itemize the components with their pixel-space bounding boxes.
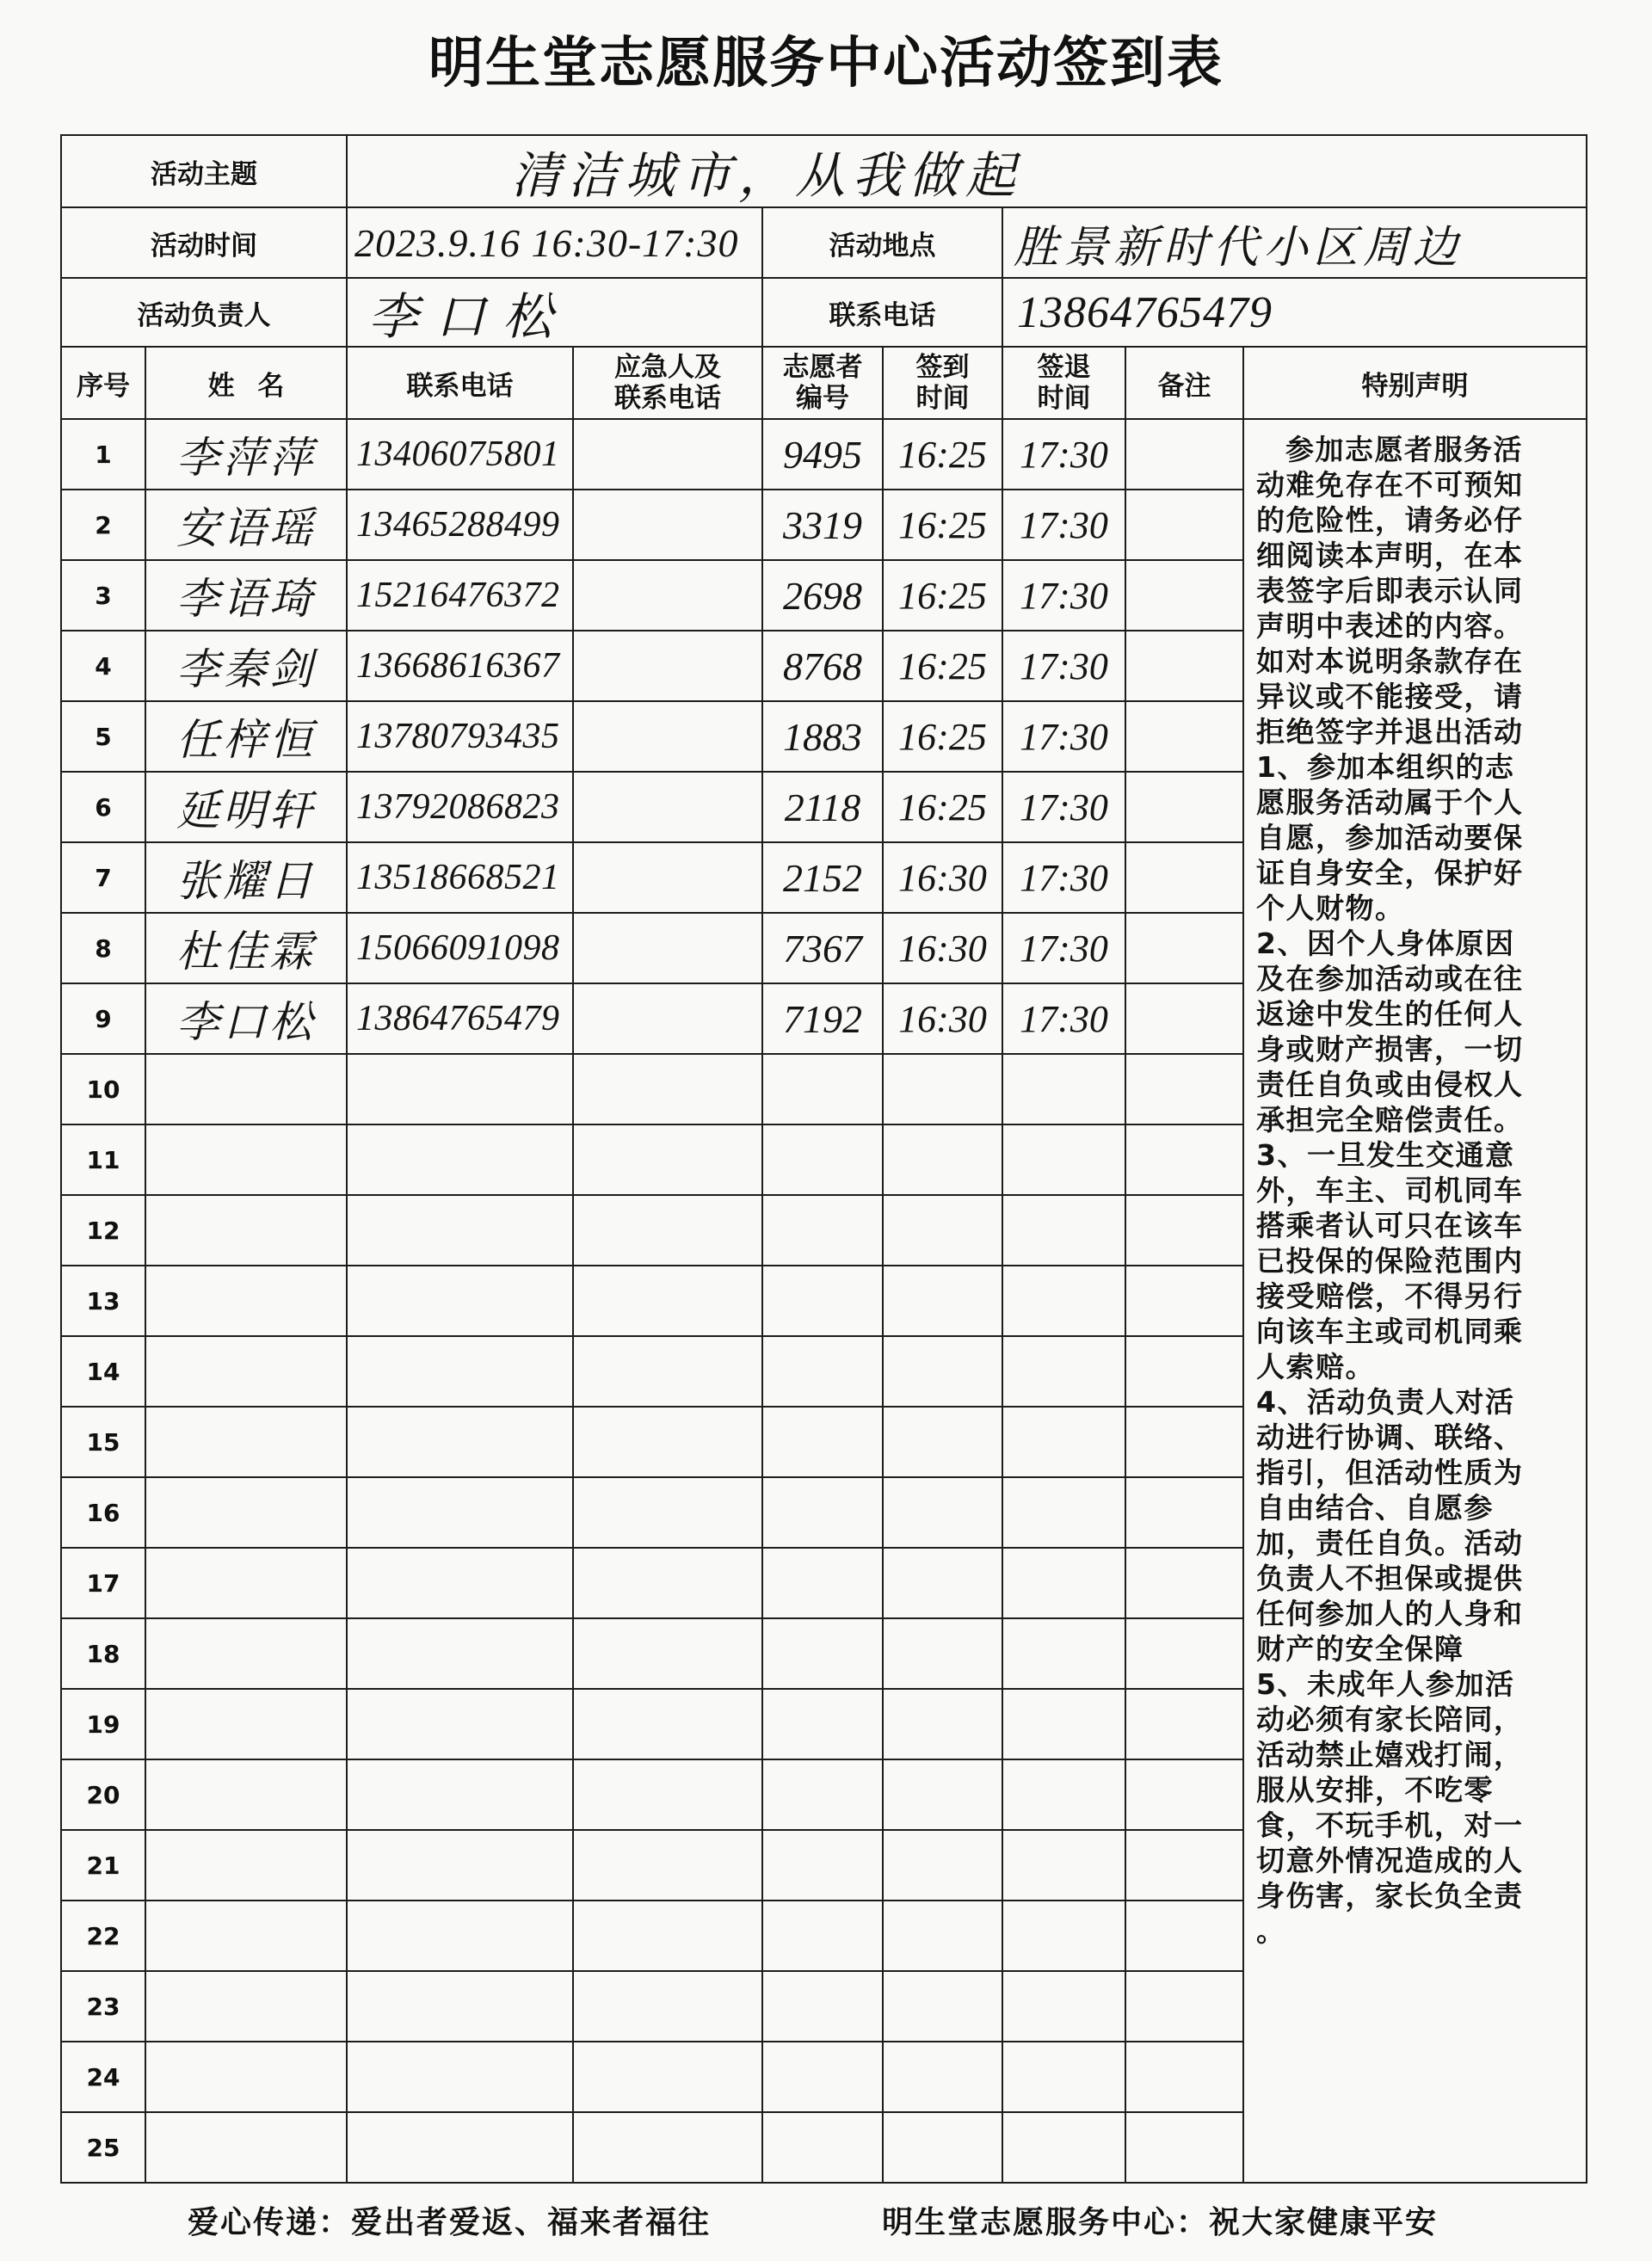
row-7-name-cell: 张耀日: [146, 843, 348, 914]
row-14-remark-cell: [1126, 1337, 1244, 1408]
row-20-seq-cell: 20: [62, 1760, 146, 1831]
col-header-statement: 特别声明: [1244, 348, 1587, 420]
row-19-emergency-contact-cell: [574, 1690, 763, 1760]
statement-line: 个人财物。: [1256, 891, 1405, 925]
row-24-remark-cell: [1126, 2042, 1244, 2113]
row-10-phone-cell: [348, 1055, 574, 1125]
row-13-sign-in-time-cell: [884, 1266, 1003, 1337]
statement-line: 的危险性，请务必仔: [1256, 503, 1524, 537]
row-18-sign-out-time-cell: [1003, 1619, 1126, 1690]
row-21-name-cell: [146, 1831, 348, 1901]
row-24-seq-cell: 24: [62, 2042, 146, 2113]
row-8-emergency-contact-cell: [574, 914, 763, 984]
col-header-sign-out-line2: 时间: [1037, 383, 1091, 414]
row-4-sign-in-time-cell: 16:25: [884, 631, 1003, 702]
statement-line: 财产的安全保障: [1256, 1632, 1464, 1666]
row-5-seq-cell: 5: [62, 702, 146, 773]
row-8-name-cell: 杜佳霖: [146, 914, 348, 984]
special-statement: [1244, 420, 1587, 2184]
row-17-name-cell: [146, 1549, 348, 1619]
row-15-volunteer-number-cell: [763, 1408, 884, 1478]
col-header-name: 姓 名: [146, 348, 348, 420]
row-8-volunteer-number-cell: 7367: [763, 914, 884, 984]
statement-line: 表签字后即表示认同: [1256, 574, 1524, 607]
row-20-phone-cell: [348, 1760, 574, 1831]
row-9-phone-cell: 13864765479: [348, 984, 574, 1055]
row-24-phone-cell: [348, 2042, 574, 2113]
row-23-phone-cell: [348, 1972, 574, 2042]
statement-line: 身或财产损害，一切: [1256, 1032, 1524, 1066]
row-8-seq-cell: 8: [62, 914, 146, 984]
row-8-sign-in-time-cell: 16:30: [884, 914, 1003, 984]
row-25-emergency-contact-cell: [574, 2113, 763, 2184]
row-12-phone-cell: [348, 1196, 574, 1266]
row-15-name-cell: [146, 1408, 348, 1478]
row-11-sign-out-time-cell: [1003, 1125, 1126, 1196]
row-23-sign-in-time-cell: [884, 1972, 1003, 2042]
row-15-remark-cell: [1126, 1408, 1244, 1478]
row-20-remark-cell: [1126, 1760, 1244, 1831]
row-9-sign-out-time-cell: 17:30: [1003, 984, 1126, 1055]
row-15-emergency-contact-cell: [574, 1408, 763, 1478]
row-6-seq-cell: 6: [62, 773, 146, 843]
row-18-name-cell: [146, 1619, 348, 1690]
time-label: 活动时间: [62, 208, 348, 279]
row-10-emergency-contact-cell: [574, 1055, 763, 1125]
col-header-sign-out-time: [1003, 348, 1126, 420]
row-11-remark-cell: [1126, 1125, 1244, 1196]
row-3-sign-out-time-cell: 17:30: [1003, 561, 1126, 631]
row-17-seq-cell: 17: [62, 1549, 146, 1619]
row-23-volunteer-number-cell: [763, 1972, 884, 2042]
col-header-vol-line1: 志愿者: [782, 352, 863, 383]
row-6-name-cell: 延明轩: [146, 773, 348, 843]
row-2-volunteer-number-cell: 3319: [763, 490, 884, 561]
row-9-volunteer-number-cell: 7192: [763, 984, 884, 1055]
row-18-emergency-contact-cell: [574, 1619, 763, 1690]
footer-slogan-right: 明生堂志愿服务中心：祝大家健康平安: [882, 2205, 1439, 2240]
row-9-sign-in-time-cell: 16:30: [884, 984, 1003, 1055]
row-11-phone-cell: [348, 1125, 574, 1196]
leader-phone-value: 13864765479: [1003, 279, 1587, 348]
row-12-volunteer-number-cell: [763, 1196, 884, 1266]
row-5-sign-out-time-cell: 17:30: [1003, 702, 1126, 773]
row-5-name-cell: 任梓恒: [146, 702, 348, 773]
row-19-sign-in-time-cell: [884, 1690, 1003, 1760]
statement-line: 承担完全赔偿责任。: [1256, 1103, 1524, 1137]
statement-line: 拒绝签字并退出活动: [1256, 715, 1524, 749]
row-15-sign-in-time-cell: [884, 1408, 1003, 1478]
statement-line: 已投保的保险范围内: [1256, 1244, 1524, 1278]
row-13-emergency-contact-cell: [574, 1266, 763, 1337]
statement-line: 指引，但活动性质为: [1256, 1456, 1524, 1489]
row-25-name-cell: [146, 2113, 348, 2184]
row-7-emergency-contact-cell: [574, 843, 763, 914]
theme-label: 活动主题: [62, 136, 348, 208]
row-14-emergency-contact-cell: [574, 1337, 763, 1408]
statement-line: 自由结合、自愿参: [1256, 1491, 1494, 1525]
row-11-emergency-contact-cell: [574, 1125, 763, 1196]
col-header-volunteer-number: [763, 348, 884, 420]
row-14-sign-out-time-cell: [1003, 1337, 1126, 1408]
statement-line: 。: [1256, 1914, 1286, 1948]
statement-line: 参加志愿者服务活: [1285, 433, 1523, 466]
statement-line: 动难免存在不可预知: [1256, 468, 1524, 502]
row-20-sign-out-time-cell: [1003, 1760, 1126, 1831]
row-1-emergency-contact-cell: [574, 420, 763, 490]
statement-line: 及在参加活动或在往: [1256, 962, 1524, 995]
row-17-phone-cell: [348, 1549, 574, 1619]
col-header-emergency-line2: 联系电话: [614, 383, 721, 414]
statement-line: 任何参加人的人身和: [1256, 1597, 1524, 1630]
row-18-remark-cell: [1126, 1619, 1244, 1690]
statement-line: 5、未成年人参加活: [1256, 1667, 1515, 1701]
row-15-phone-cell: [348, 1408, 574, 1478]
row-22-name-cell: [146, 1901, 348, 1972]
row-8-remark-cell: [1126, 914, 1244, 984]
row-24-name-cell: [146, 2042, 348, 2113]
row-6-sign-in-time-cell: 16:25: [884, 773, 1003, 843]
statement-line: 动必须有家长陪同，: [1256, 1703, 1524, 1736]
row-12-remark-cell: [1126, 1196, 1244, 1266]
statement-line: 负责人不担保或提供: [1256, 1562, 1524, 1595]
row-17-emergency-contact-cell: [574, 1549, 763, 1619]
row-25-volunteer-number-cell: [763, 2113, 884, 2184]
row-21-volunteer-number-cell: [763, 1831, 884, 1901]
statement-line: 人索赔。: [1256, 1350, 1375, 1383]
row-3-emergency-contact-cell: [574, 561, 763, 631]
row-23-seq-cell: 23: [62, 1972, 146, 2042]
row-22-emergency-contact-cell: [574, 1901, 763, 1972]
statement-line: 责任自负或由侵权人: [1256, 1068, 1524, 1101]
row-5-phone-cell: 13780793435: [348, 702, 574, 773]
col-header-seq: 序号: [62, 348, 146, 420]
col-header-emergency-line1: 应急人及: [614, 352, 721, 383]
row-2-remark-cell: [1126, 490, 1244, 561]
row-7-sign-out-time-cell: 17:30: [1003, 843, 1126, 914]
row-7-remark-cell: [1126, 843, 1244, 914]
row-2-phone-cell: 13465288499: [348, 490, 574, 561]
row-16-volunteer-number-cell: [763, 1478, 884, 1549]
row-11-name-cell: [146, 1125, 348, 1196]
row-23-name-cell: [146, 1972, 348, 2042]
row-23-sign-out-time-cell: [1003, 1972, 1126, 2042]
row-10-sign-in-time-cell: [884, 1055, 1003, 1125]
col-header-phone: 联系电话: [348, 348, 574, 420]
row-6-remark-cell: [1126, 773, 1244, 843]
row-24-sign-in-time-cell: [884, 2042, 1003, 2113]
row-3-phone-cell: 15216476372: [348, 561, 574, 631]
col-header-remark: 备注: [1126, 348, 1244, 420]
statement-line: 1、参加本组织的志: [1256, 750, 1515, 784]
row-9-emergency-contact-cell: [574, 984, 763, 1055]
row-12-sign-out-time-cell: [1003, 1196, 1126, 1266]
row-18-volunteer-number-cell: [763, 1619, 884, 1690]
col-header-sign-in-time: [884, 348, 1003, 420]
row-8-sign-out-time-cell: 17:30: [1003, 914, 1126, 984]
statement-line: 细阅读本声明，在本: [1256, 539, 1524, 572]
row-3-name-cell: 李语琦: [146, 561, 348, 631]
row-19-seq-cell: 19: [62, 1690, 146, 1760]
row-5-remark-cell: [1126, 702, 1244, 773]
row-14-volunteer-number-cell: [763, 1337, 884, 1408]
row-10-name-cell: [146, 1055, 348, 1125]
row-24-sign-out-time-cell: [1003, 2042, 1126, 2113]
row-22-phone-cell: [348, 1901, 574, 1972]
row-16-phone-cell: [348, 1478, 574, 1549]
row-9-remark-cell: [1126, 984, 1244, 1055]
row-22-sign-in-time-cell: [884, 1901, 1003, 1972]
row-24-volunteer-number-cell: [763, 2042, 884, 2113]
row-4-sign-out-time-cell: 17:30: [1003, 631, 1126, 702]
row-1-seq-cell: 1: [62, 420, 146, 490]
row-25-phone-cell: [348, 2113, 574, 2184]
row-11-volunteer-number-cell: [763, 1125, 884, 1196]
row-2-name-cell: 安语瑶: [146, 490, 348, 561]
statement-line: 3、一旦发生交通意: [1256, 1138, 1515, 1172]
row-14-name-cell: [146, 1337, 348, 1408]
statement-line: 接受赔偿，不得另行: [1256, 1279, 1524, 1313]
row-7-phone-cell: 13518668521: [348, 843, 574, 914]
row-21-sign-out-time-cell: [1003, 1831, 1126, 1901]
row-13-sign-out-time-cell: [1003, 1266, 1126, 1337]
row-10-seq-cell: 10: [62, 1055, 146, 1125]
statement-line: 加，责任自负。活动: [1256, 1526, 1524, 1560]
row-18-seq-cell: 18: [62, 1619, 146, 1690]
statement-line: 证自身安全，保护好: [1256, 856, 1524, 890]
theme-value: 清洁城市，从我做起: [348, 136, 1587, 208]
col-header-sign-out-line1: 签退: [1037, 352, 1091, 383]
row-10-volunteer-number-cell: [763, 1055, 884, 1125]
row-14-seq-cell: 14: [62, 1337, 146, 1408]
row-19-volunteer-number-cell: [763, 1690, 884, 1760]
row-5-volunteer-number-cell: 1883: [763, 702, 884, 773]
row-11-seq-cell: 11: [62, 1125, 146, 1196]
row-3-seq-cell: 3: [62, 561, 146, 631]
row-21-phone-cell: [348, 1831, 574, 1901]
row-1-name-cell: 李萍萍: [146, 420, 348, 490]
statement-line: 如对本说明条款存在: [1256, 644, 1524, 678]
time-value: 2023.9.16 16:30-17:30: [348, 208, 763, 279]
row-3-sign-in-time-cell: 16:25: [884, 561, 1003, 631]
row-17-volunteer-number-cell: [763, 1549, 884, 1619]
statement-line: 身伤害，家长负全责: [1256, 1879, 1524, 1913]
row-4-name-cell: 李秦剑: [146, 631, 348, 702]
row-7-sign-in-time-cell: 16:30: [884, 843, 1003, 914]
statement-line: 异议或不能接受，请: [1256, 680, 1524, 713]
row-25-seq-cell: 25: [62, 2113, 146, 2184]
row-22-volunteer-number-cell: [763, 1901, 884, 1972]
row-11-sign-in-time-cell: [884, 1125, 1003, 1196]
row-20-emergency-contact-cell: [574, 1760, 763, 1831]
statement-line: 活动禁止嬉戏打闹，: [1256, 1738, 1524, 1771]
col-header-vol-line2: 编号: [796, 383, 849, 414]
row-6-volunteer-number-cell: 2118: [763, 773, 884, 843]
row-16-remark-cell: [1126, 1478, 1244, 1549]
row-24-emergency-contact-cell: [574, 2042, 763, 2113]
row-19-phone-cell: [348, 1690, 574, 1760]
row-6-sign-out-time-cell: 17:30: [1003, 773, 1126, 843]
statement-line: 2、因个人身体原因: [1256, 927, 1515, 960]
statement-line: 外，车主、司机同车: [1256, 1174, 1524, 1207]
row-7-volunteer-number-cell: 2152: [763, 843, 884, 914]
statement-line: 向该车主或司机同乘: [1256, 1315, 1524, 1348]
row-3-volunteer-number-cell: 2698: [763, 561, 884, 631]
row-13-remark-cell: [1126, 1266, 1244, 1337]
row-25-remark-cell: [1126, 2113, 1244, 2184]
statement-line: 4、活动负责人对活: [1256, 1385, 1515, 1419]
row-16-seq-cell: 16: [62, 1478, 146, 1549]
row-2-emergency-contact-cell: [574, 490, 763, 561]
sign-in-table: [60, 134, 1587, 2184]
row-22-seq-cell: 22: [62, 1901, 146, 1972]
row-15-sign-out-time-cell: [1003, 1408, 1126, 1478]
row-19-name-cell: [146, 1690, 348, 1760]
row-10-remark-cell: [1126, 1055, 1244, 1125]
row-5-emergency-contact-cell: [574, 702, 763, 773]
row-23-emergency-contact-cell: [574, 1972, 763, 2042]
row-13-volunteer-number-cell: [763, 1266, 884, 1337]
row-2-sign-out-time-cell: 17:30: [1003, 490, 1126, 561]
row-12-name-cell: [146, 1196, 348, 1266]
row-10-sign-out-time-cell: [1003, 1055, 1126, 1125]
col-header-sign-in-line1: 签到: [915, 352, 970, 383]
row-15-seq-cell: 15: [62, 1408, 146, 1478]
row-13-name-cell: [146, 1266, 348, 1337]
row-17-sign-out-time-cell: [1003, 1549, 1126, 1619]
statement-line: 自愿，参加活动要保: [1256, 821, 1524, 854]
row-21-remark-cell: [1126, 1831, 1244, 1901]
row-9-name-cell: 李口松: [146, 984, 348, 1055]
row-22-remark-cell: [1126, 1901, 1244, 1972]
location-value: 胜景新时代小区周边: [1003, 208, 1587, 279]
row-5-sign-in-time-cell: 16:25: [884, 702, 1003, 773]
leader-value: 李口松: [348, 279, 763, 348]
leader-label: 活动负责人: [62, 279, 348, 348]
row-25-sign-in-time-cell: [884, 2113, 1003, 2184]
row-13-phone-cell: [348, 1266, 574, 1337]
row-16-emergency-contact-cell: [574, 1478, 763, 1549]
row-14-phone-cell: [348, 1337, 574, 1408]
row-21-emergency-contact-cell: [574, 1831, 763, 1901]
row-20-sign-in-time-cell: [884, 1760, 1003, 1831]
row-1-remark-cell: [1126, 420, 1244, 490]
row-25-sign-out-time-cell: [1003, 2113, 1126, 2184]
row-18-sign-in-time-cell: [884, 1619, 1003, 1690]
row-21-seq-cell: 21: [62, 1831, 146, 1901]
col-header-emergency-contact: [574, 348, 763, 420]
row-1-sign-in-time-cell: 16:25: [884, 420, 1003, 490]
leader-phone-label: 联系电话: [763, 279, 1003, 348]
row-4-remark-cell: [1126, 631, 1244, 702]
row-23-remark-cell: [1126, 1972, 1244, 2042]
row-2-sign-in-time-cell: 16:25: [884, 490, 1003, 561]
statement-line: 返途中发生的任何人: [1256, 997, 1524, 1031]
row-16-sign-in-time-cell: [884, 1478, 1003, 1549]
row-16-sign-out-time-cell: [1003, 1478, 1126, 1549]
row-9-seq-cell: 9: [62, 984, 146, 1055]
row-1-phone-cell: 13406075801: [348, 420, 574, 490]
row-4-volunteer-number-cell: 8768: [763, 631, 884, 702]
row-17-remark-cell: [1126, 1549, 1244, 1619]
row-13-seq-cell: 13: [62, 1266, 146, 1337]
row-19-remark-cell: [1126, 1690, 1244, 1760]
statement-line: 服从安排，不吃零: [1256, 1773, 1494, 1807]
row-6-emergency-contact-cell: [574, 773, 763, 843]
row-8-phone-cell: 15066091098: [348, 914, 574, 984]
row-18-phone-cell: [348, 1619, 574, 1690]
row-19-sign-out-time-cell: [1003, 1690, 1126, 1760]
row-4-phone-cell: 13668616367: [348, 631, 574, 702]
row-4-seq-cell: 4: [62, 631, 146, 702]
row-20-volunteer-number-cell: [763, 1760, 884, 1831]
statement-line: 食，不玩手机，对一: [1256, 1808, 1524, 1842]
statement-line: 动进行协调、联络、: [1256, 1420, 1524, 1454]
location-label: 活动地点: [763, 208, 1003, 279]
row-3-remark-cell: [1126, 561, 1244, 631]
row-7-seq-cell: 7: [62, 843, 146, 914]
statement-line: 切意外情况造成的人: [1256, 1844, 1524, 1877]
row-22-sign-out-time-cell: [1003, 1901, 1126, 1972]
col-header-sign-in-line2: 时间: [915, 383, 970, 414]
row-12-sign-in-time-cell: [884, 1196, 1003, 1266]
row-21-sign-in-time-cell: [884, 1831, 1003, 1901]
row-6-phone-cell: 13792086823: [348, 773, 574, 843]
row-17-sign-in-time-cell: [884, 1549, 1003, 1619]
row-1-volunteer-number-cell: 9495: [763, 420, 884, 490]
row-2-seq-cell: 2: [62, 490, 146, 561]
row-16-name-cell: [146, 1478, 348, 1549]
row-1-sign-out-time-cell: 17:30: [1003, 420, 1126, 490]
footer-slogan-left: 爱心传递：爱出者爱返、福来者福往: [188, 2205, 712, 2240]
row-12-emergency-contact-cell: [574, 1196, 763, 1266]
row-12-seq-cell: 12: [62, 1196, 146, 1266]
statement-line: 搭乘者认可只在该车: [1256, 1209, 1524, 1242]
statement-line: 声明中表述的内容。: [1256, 609, 1524, 643]
sheet-title: 明生堂志愿服务中心活动签到表: [428, 32, 1224, 95]
row-14-sign-in-time-cell: [884, 1337, 1003, 1408]
row-20-name-cell: [146, 1760, 348, 1831]
statement-line: 愿服务活动属于个人: [1256, 785, 1524, 819]
row-4-emergency-contact-cell: [574, 631, 763, 702]
